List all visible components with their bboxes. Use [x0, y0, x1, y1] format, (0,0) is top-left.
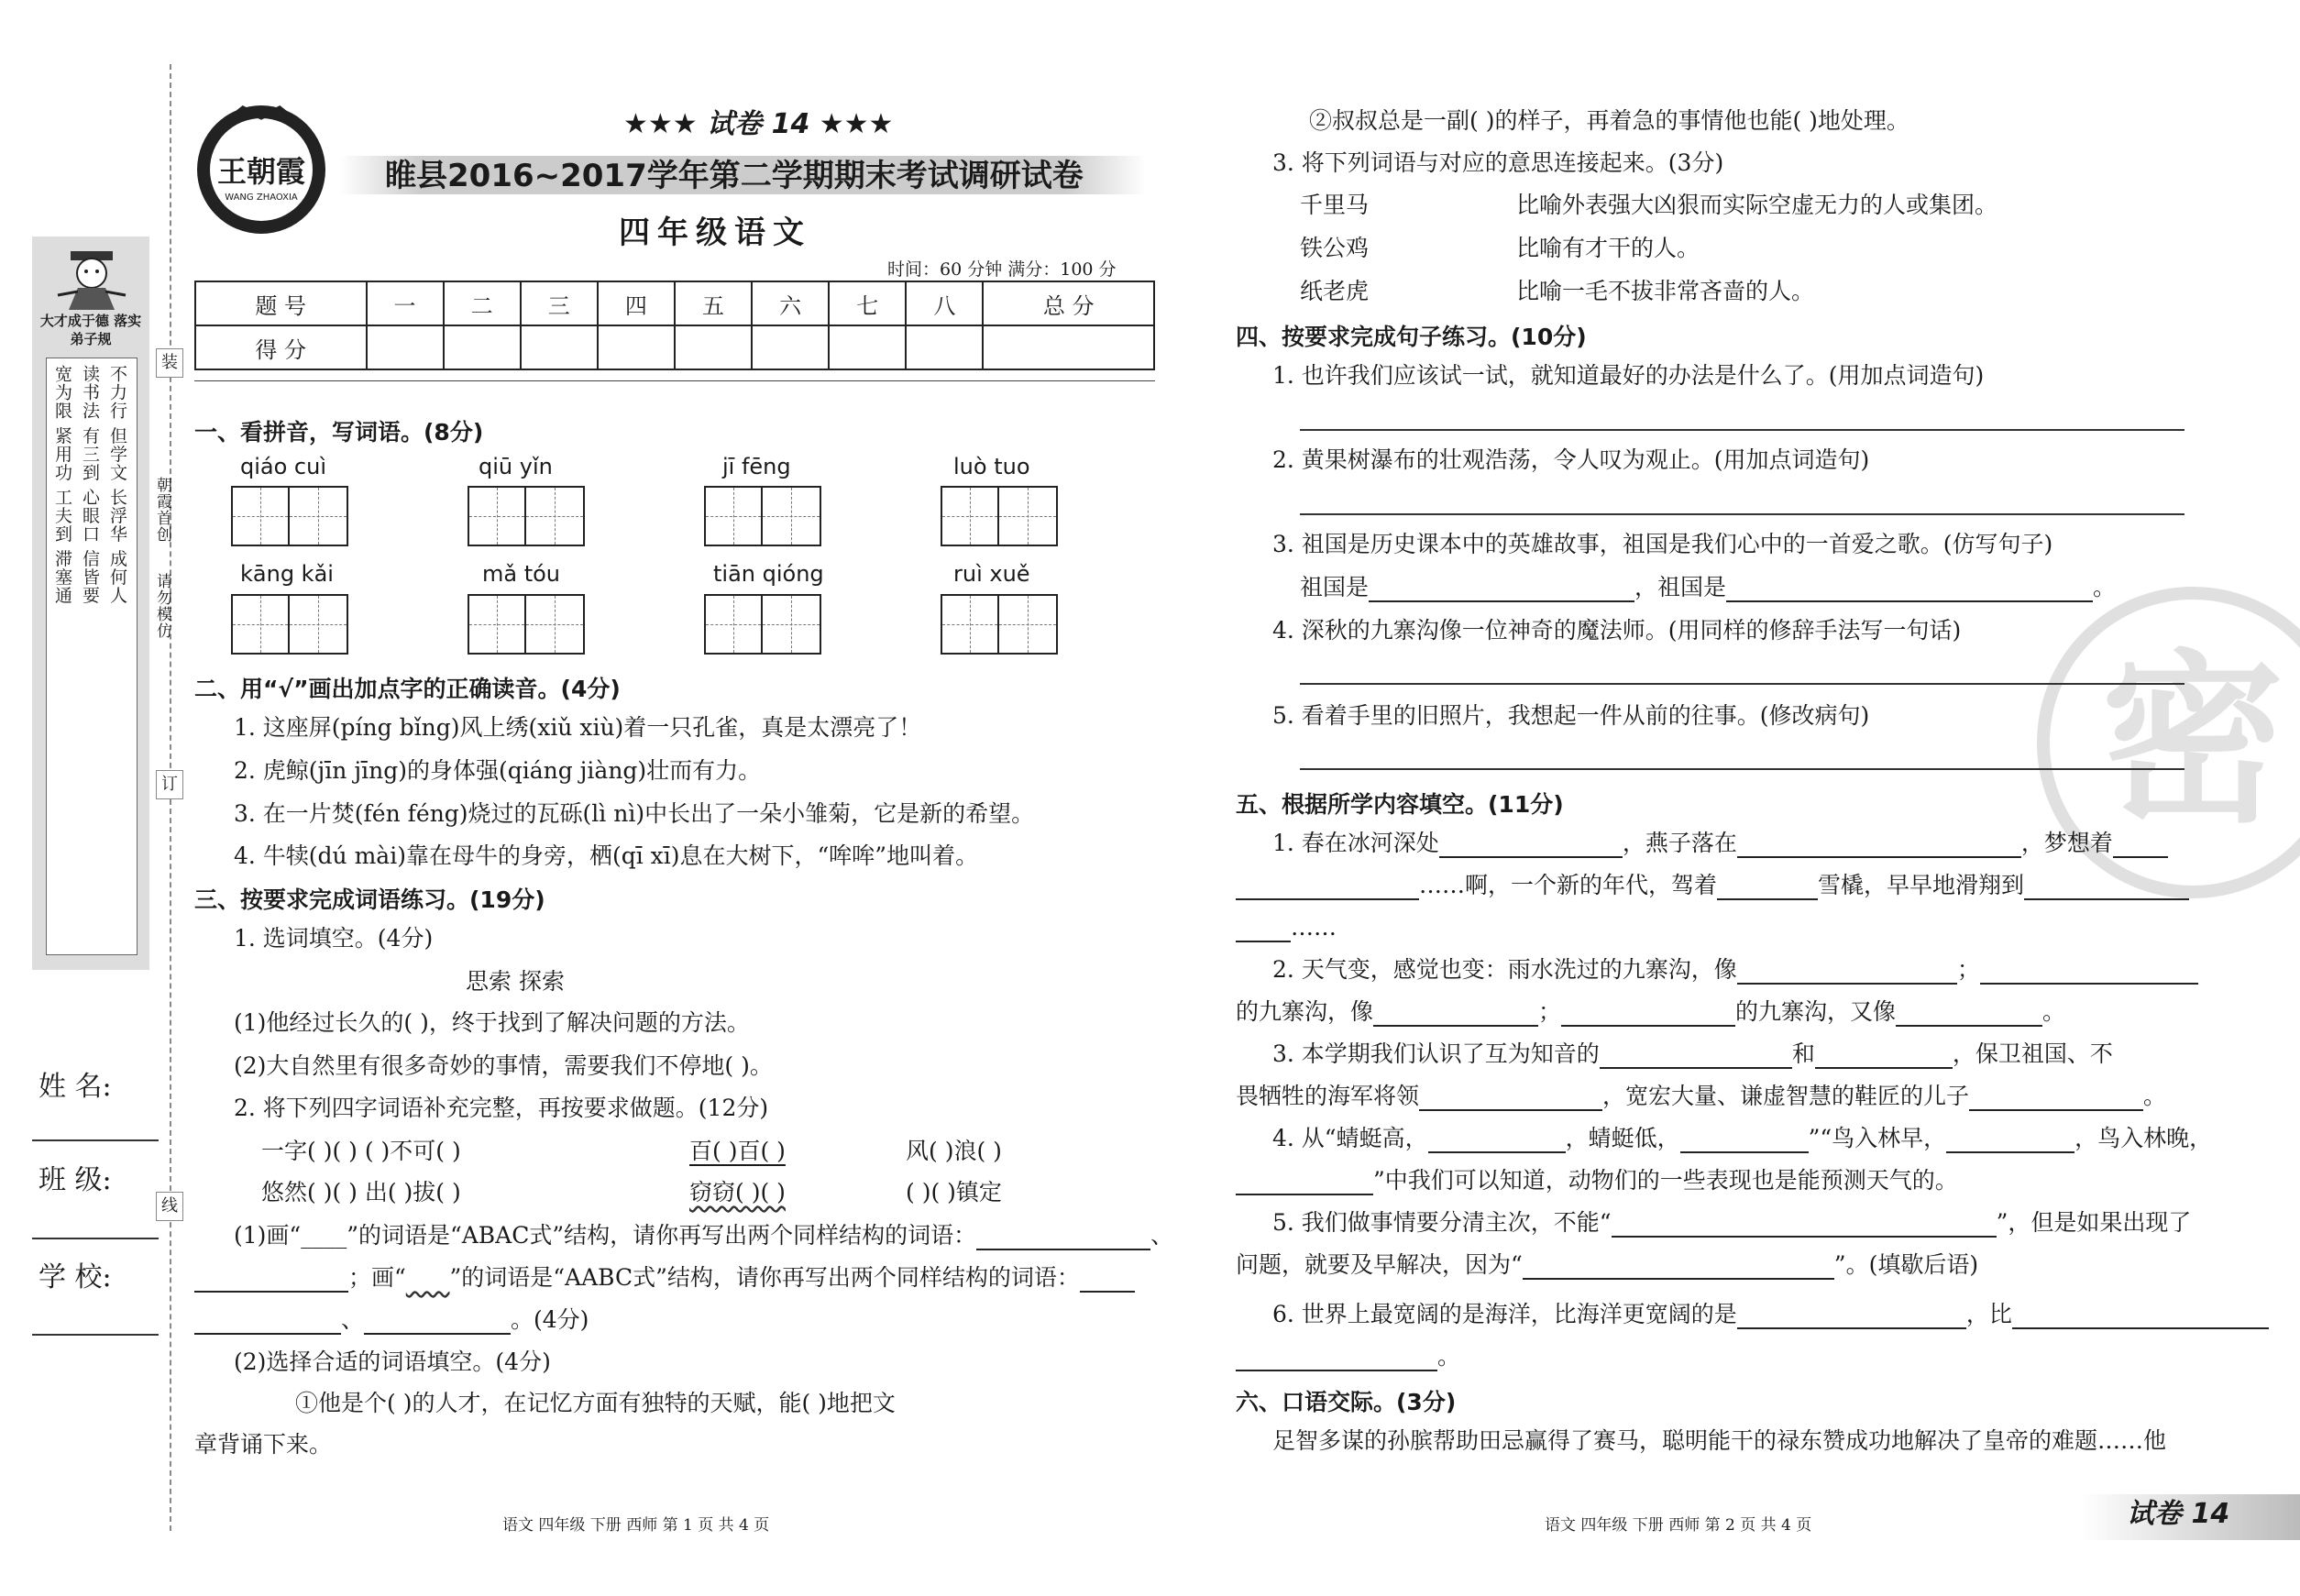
s4-q3a: 祖国是 — [1300, 574, 1370, 600]
s3-q2a-text1: (1)画“____”的词语是“ABAC式”结构，请你再写出两个同样结构的词语： — [234, 1222, 977, 1249]
s5-q6c: 。 — [1437, 1343, 1461, 1370]
s3-q1b[interactable]: (2)大自然里有很多奇妙的事情，需要我们不停地( )。 — [234, 1052, 773, 1079]
brand-note-1: 朝霞首创 — [153, 477, 171, 543]
s3-q2a-text4: 。(4分) — [511, 1306, 589, 1333]
s5-q4d: ，鸟入林晚， — [2074, 1125, 2213, 1151]
s5-q6b: ，比 — [1965, 1301, 2012, 1327]
s5-q6a: 6. 世界上最宽阔的是海洋，比海洋更宽阔的是 — [1272, 1301, 1737, 1327]
answer-blank[interactable] — [1717, 876, 1818, 900]
answer-blank[interactable] — [1969, 1087, 2143, 1111]
s3-q2a-line1: (1)画“____”的词语是“ABAC式”结构，请你再写出两个同样结构的词语： 、 — [234, 1222, 1174, 1249]
s5-q2f: 。 — [2042, 998, 2066, 1025]
s3-q1-prompt: 1. 选词填空。(4分) — [234, 925, 434, 952]
answer-blank[interactable] — [1236, 919, 1291, 942]
pinyin-4: luò tuo — [953, 454, 1030, 479]
logo-subtext: WANG ZHAOXIA — [225, 193, 298, 203]
answer-blank[interactable] — [1737, 961, 1957, 985]
s4-q5-answer[interactable] — [1300, 768, 2184, 770]
s5-q5-line1 — [1272, 1208, 2191, 1238]
s5-q1d: ……啊，一个新的年代，驾着 — [1419, 872, 1718, 898]
score-col-1: 一 — [367, 281, 444, 325]
s3-q2a-text3: ”的词语是“AABC式”结构，请你再写出两个同样结构的词语： — [449, 1264, 1080, 1291]
brand-note-2: 请勿模仿 — [153, 573, 171, 639]
s5-q5c: 问题，就要及早解决，因为“ — [1236, 1251, 1523, 1278]
s5-q2c: 的九寨沟，像 — [1236, 998, 1374, 1025]
s4-q3b: ，祖国是 — [1634, 574, 1727, 600]
score-col-6: 六 — [752, 281, 829, 325]
s5-q3f: 。 — [2143, 1083, 2167, 1109]
score-table — [194, 281, 1155, 370]
s3-q2a-line3: 、 。(4分) — [194, 1305, 589, 1335]
subject-title: 四年级语文 — [619, 215, 811, 251]
score-col-3: 三 — [521, 281, 598, 325]
score-cell[interactable] — [829, 325, 906, 369]
answer-blank[interactable] — [1236, 876, 1419, 900]
logo-text: 王朝霞 — [216, 154, 305, 189]
char-grid-7[interactable] — [704, 594, 821, 655]
match-word-3[interactable]: 纸老虎 — [1300, 278, 1370, 304]
s5-q2a: 2. 天气变，感觉也变：雨水洗过的九寨沟，像 — [1272, 956, 1737, 983]
score-row-label: 得 分 — [195, 325, 367, 369]
s4-q1: 1. 也许我们应该试一试，就知道最好的办法是什么了。(用加点词造句) — [1272, 362, 1985, 389]
answer-blank[interactable] — [1369, 578, 1634, 602]
char-grid-6[interactable] — [468, 594, 585, 655]
s6-text: 足智多谋的孙膑帮助田忌赢得了赛马，聪明能干的禄东赞成功地解决了皇帝的难题……他 — [1272, 1427, 2167, 1454]
answer-blank[interactable] — [2113, 834, 2168, 858]
school-label: 学 校: — [39, 1261, 112, 1293]
s5-q1f: …… — [1291, 914, 1337, 941]
char-grid-4[interactable] — [941, 486, 1058, 546]
proverb-col-3: 不力行 但学文 长浮华 成何人 — [107, 365, 127, 605]
s5-q5a: 5. 我们做事情要分清主次，不能“ — [1272, 1209, 1612, 1236]
s5-q2e: 的九寨沟，又像 — [1735, 998, 1897, 1025]
proverb-col-2: 读书法 有三到 心眼口 信皆要 — [80, 365, 100, 605]
s5-q2-line1 — [1272, 955, 2198, 985]
answer-blank[interactable] — [1080, 1269, 1135, 1293]
s2-question-2[interactable]: 2. 虎鲸(jīn jīng)的身体强(qiáng jiàng)壮而有力。 — [234, 757, 762, 784]
s5-q3d: 畏牺牲的海军将领 — [1236, 1083, 1420, 1109]
answer-blank[interactable] — [1236, 1348, 1437, 1371]
idiom-row2-a[interactable]: 悠然( )( ) 出( )拔( ) — [261, 1179, 461, 1205]
idiom-row2-b[interactable]: 窃窃( )( ) — [689, 1179, 786, 1205]
s4-q4-answer[interactable] — [1300, 683, 2184, 685]
s4-q3: 3. 祖国是历史课本中的英雄故事，祖国是我们心中的一首爱之歌。(仿写句子) — [1272, 531, 2053, 557]
score-table-score-row — [195, 325, 1154, 369]
answer-blank[interactable] — [194, 1311, 341, 1335]
score-cell[interactable] — [521, 325, 598, 369]
answer-blank[interactable] — [2024, 876, 2189, 900]
answer-blank[interactable] — [1439, 834, 1623, 858]
s3-q2a-line2 — [194, 1263, 1135, 1293]
answer-blank[interactable] — [1737, 1305, 1966, 1329]
answer-blank[interactable] — [364, 1311, 511, 1335]
s5-q5b: ”，但是如果出现了 — [1996, 1209, 2192, 1236]
pinyin-1: qiáo cuì — [240, 454, 326, 479]
score-cell[interactable] — [983, 325, 1154, 369]
answer-blank[interactable] — [1980, 961, 2198, 985]
name-field[interactable] — [32, 1139, 159, 1141]
answer-blank[interactable] — [1419, 1087, 1602, 1111]
section-6-heading: 六、口语交际。(3分) — [1236, 1389, 1457, 1415]
s5-q1e: 雪橇，早早地滑翔到 — [1818, 872, 2025, 898]
score-col-total: 总 分 — [983, 281, 1154, 325]
s3-q2b1[interactable]: ①他是个( )的人才，在记忆方面有独特的天赋，能( )地把文 — [295, 1390, 896, 1416]
s3-word-choices: 思索 探索 — [466, 968, 565, 995]
s5-q4-line1 — [1272, 1124, 2212, 1153]
scholar-illustration — [50, 246, 133, 310]
time-info: 时间：60 分钟 满分：100 分 — [887, 259, 1117, 280]
char-grid-3[interactable] — [704, 486, 821, 546]
s5-q4a: 4. 从“蜻蜓高， — [1272, 1125, 1428, 1151]
section-2-heading: 二、用“√”画出加点字的正确读音。(4分) — [194, 676, 621, 702]
s4-q1-answer[interactable] — [1300, 429, 2184, 431]
score-col-2: 二 — [444, 281, 521, 325]
score-cell[interactable] — [367, 325, 444, 369]
char-grid-8[interactable] — [941, 594, 1058, 655]
class-field[interactable] — [32, 1238, 159, 1239]
answer-blank[interactable] — [1523, 1256, 1834, 1280]
s5-q2b: ； — [1956, 956, 1980, 983]
section-1-heading: 一、看拼音，写词语。(8分) — [194, 419, 484, 446]
s3-q2b1-cont: 章背诵下来。 — [194, 1431, 333, 1458]
s3-q1a[interactable]: (1)他经过长久的( )，终于找到了解决问题的方法。 — [234, 1009, 750, 1036]
idiom-row1-c[interactable]: 风( )浪( ) — [906, 1138, 1002, 1164]
score-cell[interactable] — [444, 325, 521, 369]
answer-blank[interactable] — [1680, 1129, 1809, 1153]
score-col-4: 四 — [598, 281, 675, 325]
s4-q2: 2. 黄果树瀑布的壮观浩荡，令人叹为观止。(用加点词造句) — [1272, 446, 1870, 473]
section-3-heading: 三、按要求完成词语练习。(19分) — [194, 886, 545, 913]
exam-stars: ★★★ 试卷 14 ★★★ — [623, 108, 894, 140]
s5-q5d: ”。(填歇后语) — [1833, 1251, 1979, 1278]
s5-q1b: ，燕子落在 — [1622, 830, 1737, 856]
answer-blank[interactable] — [1373, 1003, 1538, 1027]
s5-q3-line1 — [1272, 1040, 2113, 1069]
answer-blank[interactable] — [1612, 1214, 1997, 1238]
s5-q6-line1 — [1272, 1300, 2269, 1329]
sidebar-motto: 大才成于德 落实弟子规 — [39, 313, 142, 347]
match-meaning-1[interactable]: 比喻外表强大凶狠而实际空虚无力的人或集团。 — [1516, 192, 1998, 218]
match-word-1[interactable]: 千里马 — [1300, 192, 1370, 218]
s5-q1a: 1. 春在冰河深处 — [1272, 830, 1439, 856]
s5-q3-line2 — [1236, 1082, 2166, 1111]
seal-text: 密 — [2100, 634, 2284, 848]
s5-q2-line2 — [1236, 997, 2065, 1027]
s5-q5-line2 — [1236, 1250, 1978, 1280]
s3-q2b-prompt: (2)选择合适的词语填空。(4分) — [234, 1348, 551, 1375]
s5-q1-line1 — [1272, 829, 2168, 858]
match-meaning-3[interactable]: 比喻一毛不拔非常吝啬的人。 — [1516, 278, 1815, 304]
idiom-row1-a[interactable]: 一字( )( ) ( )不可( ) — [261, 1138, 461, 1164]
score-cell[interactable] — [675, 325, 752, 369]
s3-q2-prompt: 2. 将下列四字词语补充完整，再按要求做题。(12分) — [234, 1095, 769, 1121]
s5-q4-line2 — [1236, 1166, 1958, 1195]
seal-char-ding: 订 — [156, 770, 183, 799]
s3-q2b2[interactable]: ②叔叔总是一副( )的样子，再着急的事情他也能( )地处理。 — [1309, 107, 1909, 134]
answer-blank[interactable] — [2012, 1305, 2269, 1329]
pinyin-8: ruì xuě — [953, 561, 1030, 587]
s4-q2-answer[interactable] — [1300, 513, 2184, 515]
pinyin-2: qiū yǐn — [479, 454, 553, 479]
s5-q1-line2 — [1236, 871, 2189, 900]
answer-blank[interactable] — [976, 1227, 1150, 1250]
score-col-5: 五 — [675, 281, 752, 325]
idiom-row2-c[interactable]: ( )( )镇定 — [906, 1179, 1002, 1205]
pinyin-7: tiān qióng — [713, 561, 824, 587]
score-cell[interactable] — [906, 325, 983, 369]
s5-q1-line3 — [1236, 913, 1337, 942]
answer-blank[interactable] — [1428, 1129, 1566, 1153]
char-grid-1[interactable] — [231, 486, 348, 546]
score-table-header-row — [195, 281, 1154, 325]
match-meaning-2[interactable]: 比喻有才干的人。 — [1516, 235, 1700, 261]
s5-q3e: ，宽宏大量、谦虚智慧的鞋匠的儿子 — [1602, 1083, 1970, 1109]
char-grid-2[interactable] — [468, 486, 585, 546]
s5-q4b: ，蜻蜓低， — [1565, 1125, 1680, 1151]
match-word-2[interactable]: 铁公鸡 — [1300, 235, 1370, 261]
class-label: 班 级: — [39, 1164, 112, 1196]
pinyin-5: kāng kǎi — [240, 561, 334, 587]
answer-blank[interactable] — [1600, 1045, 1792, 1069]
s5-q2d: ； — [1538, 998, 1562, 1025]
s4-q5: 5. 看着手里的旧照片，我想起一件从前的往事。(修改病句) — [1272, 702, 1870, 729]
s2-question-3[interactable]: 3. 在一片焚(fén féng)烧过的瓦砾(lì nì)中长出了一朵小雏菊，它是新的希望。 — [234, 800, 1035, 827]
header-divider — [194, 380, 1155, 381]
score-col-7: 七 — [829, 281, 906, 325]
score-cell[interactable] — [752, 325, 829, 369]
answer-blank[interactable] — [1815, 1045, 1953, 1069]
name-label: 姓 名: — [39, 1071, 112, 1103]
section-4-heading: 四、按要求完成句子练习。(10分) — [1236, 324, 1587, 350]
s3-q2a-text2: ；画“ — [348, 1264, 406, 1291]
answer-blank[interactable] — [1737, 834, 2021, 858]
brand-logo — [193, 101, 330, 238]
s5-q1c: ，梦想着 — [2020, 830, 2113, 856]
s4-q4: 4. 深秋的九寨沟像一位神奇的魔法师。(用同样的修辞手法写一句话) — [1272, 617, 1962, 644]
s5-q4e: ”中我们可以知道，动物们的一些表现也是能预测天气的。 — [1373, 1167, 1958, 1194]
score-cell[interactable] — [598, 325, 675, 369]
idiom-row1-b[interactable]: 百( )百( ) — [689, 1138, 786, 1164]
s5-q4c: ”“鸟入林早， — [1808, 1125, 1947, 1151]
score-col-8: 八 — [906, 281, 983, 325]
answer-blank[interactable] — [194, 1269, 348, 1293]
s5-q3c: ，保卫祖国、不 — [1952, 1040, 2113, 1067]
pinyin-6: mǎ tóu — [482, 561, 561, 587]
footer-left: 语文 四年级 下册 西师 第 1 页 共 4 页 — [502, 1516, 770, 1535]
char-grid-5[interactable] — [231, 594, 348, 655]
answer-blank[interactable] — [1896, 1003, 2042, 1027]
footer-right: 语文 四年级 下册 西师 第 2 页 共 4 页 — [1545, 1516, 1812, 1535]
answer-blank[interactable] — [1236, 1172, 1373, 1195]
s5-q6-line2 — [1236, 1342, 1460, 1371]
paper-badge: 试卷 14 — [2127, 1498, 2230, 1530]
s3-q3-prompt: 3. 将下列词语与对应的意思连接起来。(3分) — [1272, 149, 1724, 176]
wavy-sample — [406, 1264, 450, 1291]
score-col-label: 题 号 — [195, 281, 367, 325]
answer-blank[interactable] — [1946, 1129, 2074, 1153]
s2-question-1[interactable]: 1. 这座屏(píng bǐng)风上绣(xiǔ xiù)着一只孔雀，真是太漂亮了！ — [234, 714, 922, 741]
s4-q3-fill: 祖国是 ，祖国是 。 — [1300, 574, 2117, 600]
answer-blank[interactable] — [1726, 578, 2093, 602]
seal-char-xian: 线 — [156, 1192, 183, 1221]
exam-title: 睢县2016~2017学年第二学期期末考试调研试卷 — [385, 158, 1084, 194]
answer-blank[interactable] — [1561, 1003, 1735, 1027]
s2-question-4[interactable]: 4. 牛犊(dú mài)靠在母牛的身旁，栖(qī xī)息在大树下，“哞哞”地叫着。 — [234, 842, 979, 869]
s5-q3b: 和 — [1791, 1040, 1815, 1067]
pinyin-3: jī fēng — [722, 454, 791, 479]
school-field[interactable] — [32, 1334, 159, 1336]
proverb-col-1: 宽为限 紧用功 工夫到 滞塞通 — [52, 365, 72, 605]
section-5-heading: 五、根据所学内容填空。(11分) — [1236, 791, 1564, 818]
s5-q3a: 3. 本学期我们认识了互为知音的 — [1272, 1040, 1600, 1067]
seal-char-zhuang: 装 — [156, 348, 183, 378]
